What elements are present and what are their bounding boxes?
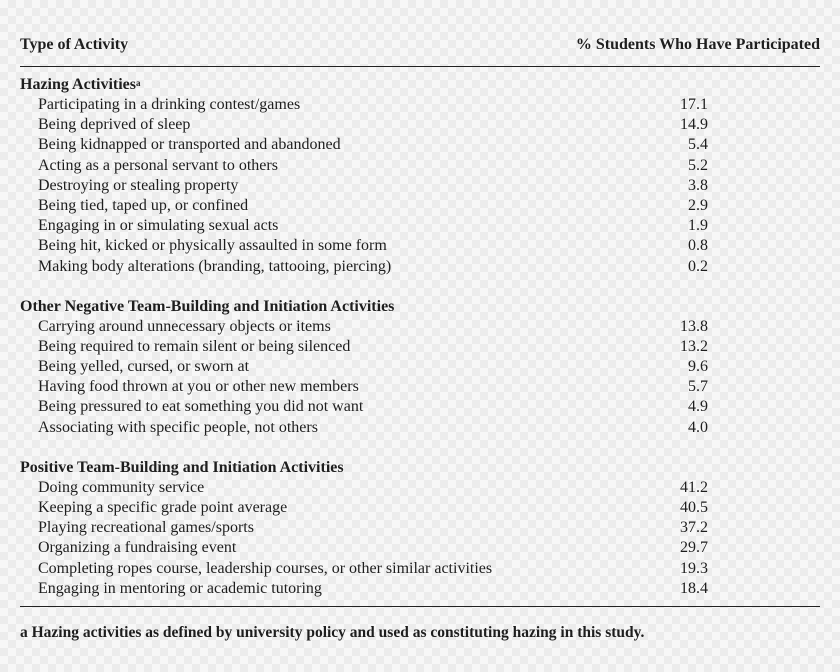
activity-label: Doing community service xyxy=(38,478,205,496)
section-title-text: Hazing Activities xyxy=(20,76,136,93)
table-row xyxy=(20,216,820,236)
table-row xyxy=(20,236,820,256)
activity-label: Acting as a personal servant to others xyxy=(38,156,278,174)
percent-value: 9.6 xyxy=(688,358,708,376)
section-title-text: Positive Team-Building and Initiation Activities xyxy=(20,458,344,476)
percent-value: 19.3 xyxy=(680,559,708,577)
table-row xyxy=(20,397,820,417)
activity-label: Destroying or stealing property xyxy=(38,176,239,194)
table-row xyxy=(20,498,820,518)
table-row xyxy=(20,156,820,176)
section-title xyxy=(20,75,820,95)
percent-value: 0.2 xyxy=(688,257,708,275)
percent-value: 40.5 xyxy=(680,499,708,516)
section-title xyxy=(20,297,820,317)
activity-label: Associating with specific people, not others xyxy=(38,418,318,436)
percent-value: 5.4 xyxy=(688,136,708,154)
table-row xyxy=(20,579,820,599)
table-footnote: a Hazing activities as defined by university policy and used as constituting hazing in this study. xyxy=(20,624,645,641)
table-section xyxy=(20,297,820,438)
percent-value: 5.2 xyxy=(688,156,708,174)
table-header xyxy=(20,34,820,60)
activity-label: Completing ropes course, leadership courses, or other similar activities xyxy=(38,559,493,577)
table-row xyxy=(20,196,820,216)
percent-value: 41.2 xyxy=(680,478,708,496)
percent-value: 18.4 xyxy=(680,579,708,597)
table-row xyxy=(20,115,820,135)
activity-label: Having food thrown at you or other new members xyxy=(38,378,359,396)
table-row xyxy=(20,95,820,115)
column-header-activity: Type of Activity xyxy=(20,36,129,53)
activity-label: Engaging in mentoring or academic tutoring xyxy=(38,579,322,597)
activity-label: Being pressured to eat something you did not want xyxy=(38,398,364,416)
percent-value: 4.0 xyxy=(688,418,708,436)
activity-table xyxy=(20,34,820,607)
table-row xyxy=(20,135,820,155)
percent-value: 2.9 xyxy=(688,196,708,214)
section-title xyxy=(20,458,820,478)
table-row xyxy=(20,377,820,397)
table-row xyxy=(20,559,820,579)
percent-value: 1.9 xyxy=(688,217,708,235)
activity-label: Being deprived of sleep xyxy=(38,116,191,134)
table-section xyxy=(20,75,820,277)
activity-label: Being tied, taped up, or confined xyxy=(38,196,249,214)
activity-label: Being yelled, cursed, or sworn at xyxy=(38,358,250,376)
activity-label: Carrying around unnecessary objects or items xyxy=(38,317,331,335)
percent-value: 0.8 xyxy=(688,237,708,255)
bottom-rule xyxy=(20,606,820,607)
table-row xyxy=(20,337,820,357)
activity-label: Keeping a specific grade point average xyxy=(38,499,288,516)
percent-value: 3.8 xyxy=(688,176,708,194)
table-row xyxy=(20,538,820,558)
percent-value: 5.7 xyxy=(688,378,708,396)
activity-label: Organizing a fundraising event xyxy=(38,539,237,557)
table-section xyxy=(20,458,820,599)
footnote-marker: a xyxy=(135,78,141,88)
activity-label: Making body alterations (branding, tattooing, piercing) xyxy=(38,257,392,275)
percent-value: 13.8 xyxy=(680,317,708,335)
percent-value: 37.2 xyxy=(680,519,708,537)
section-title-text: Other Negative Team-Building and Initiation Activities xyxy=(20,297,395,315)
table-row xyxy=(20,317,820,337)
activity-label: Engaging in or simulating sexual acts xyxy=(38,217,279,235)
table-row xyxy=(20,418,820,438)
percent-value: 14.9 xyxy=(680,116,708,134)
percent-value: 29.7 xyxy=(680,539,708,557)
percent-value: 4.9 xyxy=(688,398,708,416)
table-row xyxy=(20,518,820,538)
table-row xyxy=(20,257,820,277)
activity-label: Being kidnapped or transported and abandoned xyxy=(38,136,341,154)
table-row xyxy=(20,357,820,377)
activity-label: Participating in a drinking contest/games xyxy=(38,96,301,113)
section-gap xyxy=(20,438,820,458)
section-gap xyxy=(20,277,820,297)
column-header-percent: % Students Who Have Participated xyxy=(575,36,820,53)
table-row xyxy=(20,176,820,196)
activity-label: Being required to remain silent or being silenced xyxy=(38,337,351,355)
activity-label: Playing recreational games/sports xyxy=(38,519,254,537)
percent-value: 17.1 xyxy=(680,96,708,113)
table-body xyxy=(20,75,820,599)
activity-label: Being hit, kicked or physically assaulted in some form xyxy=(38,237,387,255)
percent-value: 13.2 xyxy=(680,337,708,355)
table-row xyxy=(20,478,820,498)
